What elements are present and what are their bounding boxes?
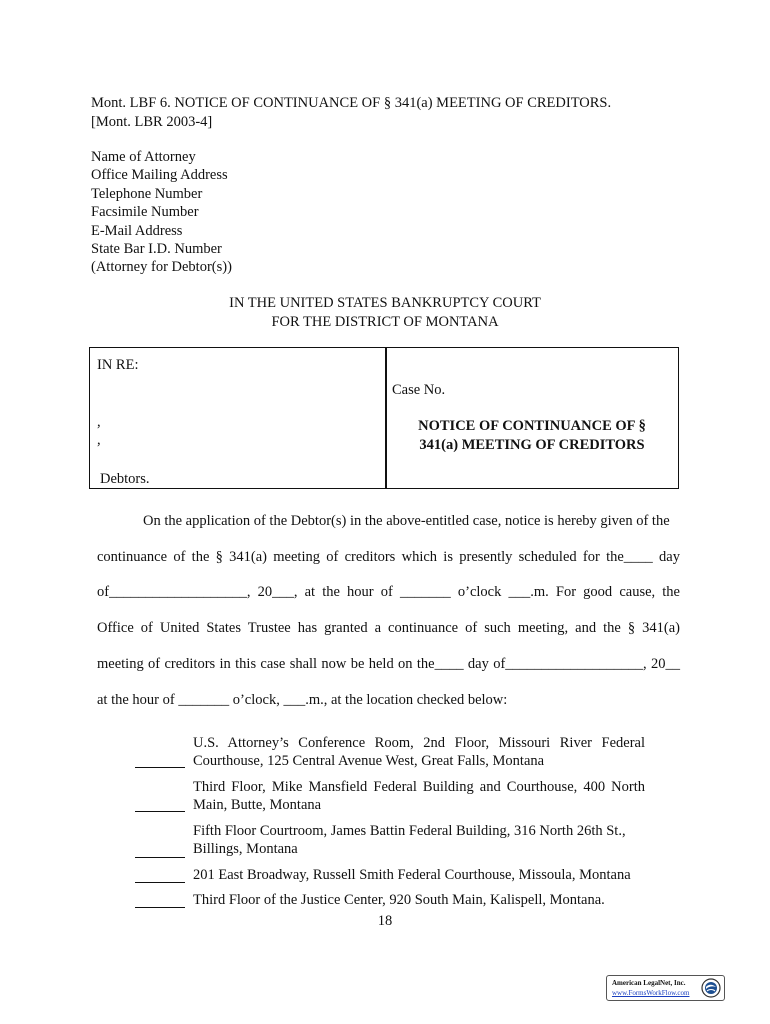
attorney-block <box>91 148 232 277</box>
checkbox-blank-line[interactable] <box>135 907 185 908</box>
location-text: Third Floor, Mike Mansfield Federal Building and Courthouse, 400 North <box>193 779 645 795</box>
debtor-name-line-1: , <box>97 414 101 430</box>
court-district: FOR THE DISTRICT OF MONTANA <box>271 314 499 330</box>
legalnet-badge[interactable] <box>606 975 725 1001</box>
attorney-bar-id: State Bar I.D. Number <box>91 241 222 258</box>
checkbox-blank-line[interactable] <box>135 857 185 858</box>
checkbox-blank-line[interactable] <box>135 882 185 883</box>
location-text: Fifth Floor Courtroom, James Battin Federal Building, 316 North 26th St., <box>193 823 626 839</box>
location-text: Billings, Montana <box>193 841 298 857</box>
body-paragraph-line: meeting of creditors in this case shall now be held on the____ day of___________________, 20__ <box>97 656 680 672</box>
body-paragraph-line: On the application of the Debtor(s) in the above-entitled case, notice is hereby given of the <box>143 513 670 529</box>
location-text: 201 East Broadway, Russell Smith Federal Courthouse, Missoula, Montana <box>193 867 631 883</box>
attorney-facsimile: Facsimile Number <box>91 204 199 221</box>
attorney-for-debtor: (Attorney for Debtor(s)) <box>91 259 232 276</box>
badge-website-link[interactable]: www.FormsWorkFlow.com <box>612 989 690 997</box>
attorney-address: Office Mailing Address <box>91 167 228 184</box>
court-name: IN THE UNITED STATES BANKRUPTCY COURT <box>229 295 541 311</box>
case-caption-box <box>89 347 679 489</box>
location-text: U.S. Attorney’s Conference Room, 2nd Floor, Missouri River Federal <box>193 735 645 751</box>
body-paragraph-line: Office of United States Trustee has granted a continuance of such meeting, and the § 341(a) <box>97 620 680 636</box>
form-title: Mont. LBF 6. NOTICE OF CONTINUANCE OF § 341(a) MEETING OF CREDITORS. <box>91 95 612 111</box>
attorney-email: E-Mail Address <box>91 222 183 239</box>
location-text: Courthouse, 125 Central Avenue West, Great Falls, Montana <box>193 753 545 769</box>
notice-title-line-1: NOTICE OF CONTINUANCE OF § <box>418 418 646 434</box>
body-paragraph-line: continuance of the § 341(a) meeting of creditors which is presently scheduled for the____ day <box>97 549 680 565</box>
checkbox-blank-line[interactable] <box>135 767 185 768</box>
checkbox-blank-line[interactable] <box>135 811 185 812</box>
body-paragraph-line: of___________________, 20___, at the hour of _______ o’clock ___.m. For good cause, the <box>97 584 680 600</box>
debtor-name-line-2: , <box>97 432 101 448</box>
case-number-label: Case No. <box>392 382 446 398</box>
legalnet-logo-icon <box>701 978 721 998</box>
attorney-name: Name of Attorney <box>91 149 196 165</box>
in-re-label: IN RE: <box>97 357 139 373</box>
attorney-telephone: Telephone Number <box>91 185 203 202</box>
form-rule-reference: [Mont. LBR 2003-4] <box>91 114 213 130</box>
page-number: 18 <box>377 913 393 929</box>
location-text: Third Floor of the Justice Center, 920 South Main, Kalispell, Montana. <box>193 892 605 908</box>
location-text: Main, Butte, Montana <box>193 797 322 813</box>
debtors-label: Debtors. <box>100 471 150 487</box>
badge-company-name: American LegalNet, Inc. <box>612 979 686 987</box>
body-paragraph-line: at the hour of _______ o’clock, ___.m., at the location checked below: <box>97 692 508 708</box>
notice-title-line-2: 341(a) MEETING OF CREDITORS <box>419 437 645 453</box>
